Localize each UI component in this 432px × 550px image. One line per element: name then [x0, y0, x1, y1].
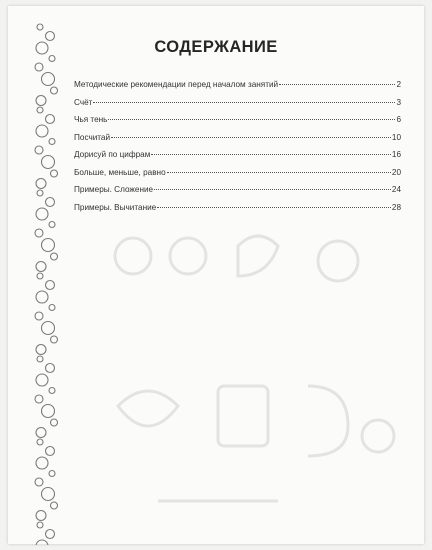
toc-dot-leader: [111, 137, 391, 138]
border-circle: [42, 239, 55, 252]
border-circle: [46, 364, 55, 373]
toc-entry-page-number: 28: [391, 202, 401, 212]
border-circle: [36, 208, 48, 220]
toc-entry-title: Посчитай: [74, 132, 111, 142]
border-circle: [36, 540, 48, 545]
page-title: СОДЕРЖАНИЕ: [154, 38, 278, 56]
toc-entry: [74, 185, 401, 203]
border-circle: [37, 356, 43, 362]
border-circle: [51, 336, 58, 343]
border-circle: [35, 312, 43, 320]
toc-entry-title: Больше, меньше, равно: [74, 167, 166, 177]
toc-entry: [74, 150, 401, 168]
toc-entry: [74, 98, 401, 116]
border-circle: [35, 395, 43, 403]
border-circle: [46, 447, 55, 456]
border-circle: [49, 222, 55, 228]
border-circle: [42, 488, 55, 501]
border-circle: [42, 156, 55, 169]
border-circle: [46, 281, 55, 290]
toc-entry-title: Примеры. Вычитание: [74, 202, 157, 212]
border-circle: [36, 262, 46, 272]
toc-entry-page-number: 10: [391, 132, 401, 142]
toc-dot-leader: [167, 172, 391, 173]
toc-entry-title: Дорисуй по цифрам: [74, 150, 151, 159]
border-circle: [36, 125, 48, 137]
border-circle: [36, 428, 46, 438]
toc-entry-title: Примеры. Сложение: [74, 185, 154, 194]
border-circle: [37, 273, 43, 279]
border-circle: [37, 190, 43, 196]
toc-entry-page-number: 2: [396, 80, 401, 89]
border-circle: [36, 179, 46, 189]
border-circle: [36, 457, 48, 469]
border-circle: [49, 471, 55, 477]
border-circle: [51, 502, 58, 509]
toc-entry: [74, 168, 401, 186]
border-circle: [37, 522, 43, 528]
border-circle: [49, 388, 55, 394]
border-circle: [36, 345, 46, 355]
toc-dot-leader: [108, 119, 395, 120]
toc-dot-leader: [279, 84, 395, 85]
border-circle: [51, 170, 58, 177]
border-circle: [36, 511, 46, 521]
border-circle: [37, 24, 43, 30]
show-through-illustration: [78, 216, 418, 536]
toc-entry-page-number: 24: [391, 185, 401, 194]
border-circle: [42, 73, 55, 86]
toc-entry-page-number: 16: [391, 150, 401, 159]
border-circle: [42, 322, 55, 335]
decorative-circle-border: [32, 20, 60, 545]
border-circle: [35, 146, 43, 154]
toc-entry-title: Методические рекомендации перед началом занятий: [74, 80, 279, 89]
toc-dot-leader: [154, 189, 391, 190]
border-circle: [35, 478, 43, 486]
border-circle: [37, 439, 43, 445]
border-circle: [35, 229, 43, 237]
border-circle: [36, 291, 48, 303]
border-circle: [35, 63, 43, 71]
toc-entry-title: Чья тень: [74, 115, 108, 124]
toc-entry-page-number: 6: [396, 115, 401, 124]
toc-entry-page-number: 20: [391, 167, 401, 177]
border-circle: [51, 87, 58, 94]
border-circle: [36, 374, 48, 386]
border-circle: [49, 139, 55, 145]
table-of-contents: [74, 80, 401, 220]
border-circle: [51, 419, 58, 426]
toc-dot-leader: [157, 207, 391, 208]
toc-entry-title: Счёт: [74, 97, 93, 107]
circle-border-graphic: [32, 20, 60, 545]
border-circle: [46, 115, 55, 124]
toc-entry: [74, 115, 401, 133]
border-circle: [46, 530, 55, 539]
border-circle: [46, 198, 55, 207]
border-circle: [51, 253, 58, 260]
border-circle: [42, 405, 55, 418]
toc-entry-page-number: 3: [396, 97, 401, 107]
border-circle: [37, 107, 43, 113]
toc-entry: [74, 80, 401, 98]
toc-entry: [74, 133, 401, 151]
faint-back-page-graphic: [78, 216, 418, 536]
toc-entry: [74, 203, 401, 221]
toc-dot-leader: [151, 154, 391, 155]
border-circle: [49, 305, 55, 311]
border-circle: [36, 96, 46, 106]
toc-dot-leader: [93, 102, 395, 103]
